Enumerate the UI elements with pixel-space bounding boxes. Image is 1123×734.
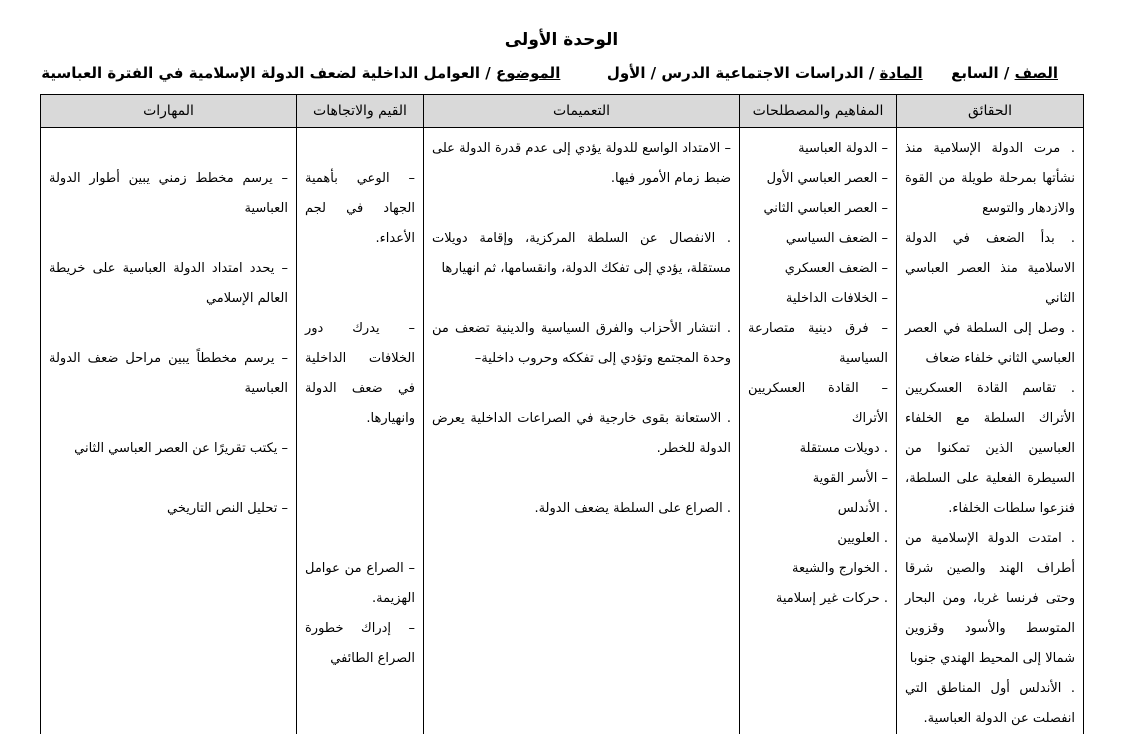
values-cell	[297, 128, 424, 734]
concept-item: – الدولة العباسية	[748, 134, 888, 164]
generalizations-header: التعميمات	[424, 95, 740, 128]
concept-item: – الضعف السياسي	[748, 224, 888, 254]
fact-item: . امتدت الدولة الإسلامية من أطراف الهند والصين شرقا وحتى فرنسا غربا، ومن البحار المتوسط والأسود وقزوين شمالا إلى المحيط الهندي جنوبا	[905, 524, 1075, 674]
concept-item: – العصر العباسي الأول	[748, 164, 888, 194]
concept-item: – الضعف العسكري	[748, 254, 888, 284]
topic-value: / العوامل الداخلية لضعف الدولة الإسلامية في الفترة العباسية	[41, 64, 491, 82]
values-header: القيم والاتجاهات	[297, 95, 424, 128]
concept-item: – فرق دينية متصارعة السياسية	[748, 314, 888, 374]
concept-item: . الخوارج والشيعة	[748, 554, 888, 584]
fact-item: . تقاسم القادة العسكريين الأتراك السلطة مع الخلفاء العباسين الذين تمكنوا من السيطرة الفعلية على السلطة، فنزعوا سلطات الخلفاء.	[905, 374, 1075, 524]
concepts-header: المفاهيم والمصطلحات	[740, 95, 897, 128]
skills-header: المهارات	[41, 95, 297, 128]
concept-item: . حركات غير إسلامية	[748, 584, 888, 614]
generalization-item: . الصراع على السلطة يضعف الدولة.	[432, 494, 731, 524]
subject-value: / الدراسات الاجتماعية الدرس / الأول	[607, 64, 875, 82]
skill-item: – يرسم مخططاً يبين مراحل ضعف الدولة العباسية	[49, 344, 288, 404]
concept-item: – العصر العباسي الثاني	[748, 194, 888, 224]
skill-item: – يحدد امتداد الدولة العباسية على خريطة العالم الإسلامي	[49, 254, 288, 314]
value-item: – إدراك خطورة الصراع الطائفي	[305, 614, 415, 674]
fact-item: . وصل إلى السلطة في العصر العباسي الثاني خلفاء ضعاف	[905, 314, 1075, 374]
generalization-item: – الامتداد الواسع للدولة يؤدي إلى عدم قدرة الدولة على ضبط زمام الأمور فيها.	[432, 134, 731, 194]
skills-cell	[41, 128, 297, 734]
skill-item: – تحليل النص التاريخي	[49, 494, 288, 524]
fact-item: . بدأ الضعف في الدولة الاسلامية منذ العصر العباسي الثاني	[905, 224, 1075, 314]
concept-item: – الخلافات الداخلية	[748, 284, 888, 314]
generalization-item: . الاستعانة بقوى خارجية في الصراعات الداخلية يعرض الدولة للخطر.	[432, 404, 731, 464]
grade-label: الصف	[1015, 64, 1058, 82]
concept-item: . العلويين	[748, 524, 888, 554]
concepts-cell	[740, 128, 897, 734]
topic-label: الموضوع	[496, 64, 560, 82]
lesson-header	[41, 64, 1058, 82]
skill-item: – يكتب تقريرًا عن العصر العباسي الثاني	[49, 434, 288, 464]
facts-header: الحقائق	[897, 95, 1084, 128]
concept-item: . الأندلس	[748, 494, 888, 524]
value-item: – يدرك دور الخلافات الداخلية في ضعف الدولة وانهيارها.	[305, 314, 415, 434]
subject-label: المادة	[880, 64, 923, 82]
skill-item: – يرسم مخطط زمني يبين أطوار الدولة العباسية	[49, 164, 288, 224]
fact-item: . مرت الدولة الإسلامية منذ نشأتها بمرحلة طويلة من القوة والازدهار والتوسع	[905, 134, 1075, 224]
generalization-item: . انتشار الأحزاب والفرق السياسية والدينية تضعف من وحدة المجتمع وتؤدي إلى تفككه وحروب داخلية–	[432, 314, 731, 374]
value-item: – الصراع من عوامل الهزيمة.	[305, 554, 415, 614]
facts-cell	[897, 128, 1084, 734]
concept-item: . دويلات مستقلة	[748, 434, 888, 464]
generalization-item: . الانفصال عن السلطة المركزية، وإقامة دويلات مستقلة، يؤدي إلى تفكك الدولة، وانقسامها، ثم انهيارها	[432, 224, 731, 284]
concept-item: – الأسر القوية	[748, 464, 888, 494]
concept-item: – القادة العسكريين الأتراك	[748, 374, 888, 434]
fact-item: . الأندلس أول المناطق التي انفصلت عن الدولة العباسية.	[905, 674, 1075, 734]
grade-value: / السابع	[951, 64, 1009, 82]
unit-title: الوحدة الأولى	[0, 30, 1123, 50]
generalizations-cell	[424, 128, 740, 734]
value-item: – الوعي بأهمية الجهاد في لجم الأعداء.	[305, 164, 415, 254]
lesson-analysis-table	[40, 94, 1084, 734]
